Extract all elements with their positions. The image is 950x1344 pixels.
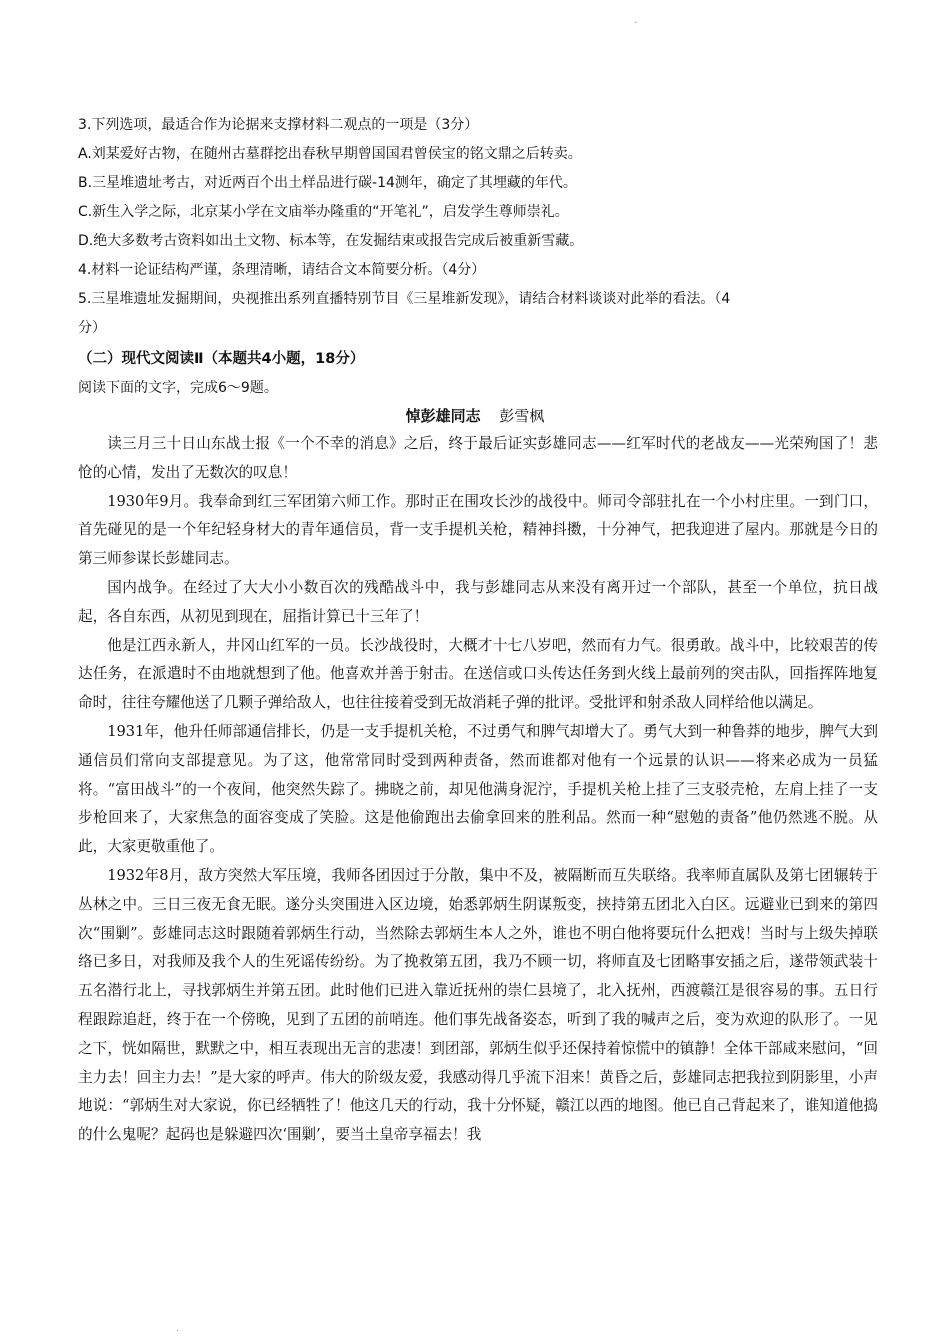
section-title: （二）现代文阅读Ⅱ（本题共4小题，18分）	[78, 351, 365, 367]
question-5: 5.三星堆遗址发掘期间，央视推出系列直播特别节目《三星堆新发现》，请结合材料谈谈对此举的看法。（4	[78, 291, 731, 307]
article-paragraph: 读三月三十日山东战士报《一个不幸的消息》之后，终于最后证实彭雄同志——红军时代的老战友——光荣殉国了！悲怆的心情，发出了无数次的叹息！	[78, 435, 878, 481]
article-body	[78, 430, 878, 1150]
article-paragraph: 1932年8月，敌方突然大军压境，我师各团因过于分散，集中不及，被隔断而互失联络。我率师直属队及第七团辗转于丛林之中。三日三夜无食无眠。遂分头突围进入区边境，始悉郭炳生阴谋叛变，挟持第五团北入白区。远避业已到来的第四次“围剿”。彭雄同志这时跟随着郭炳生行动，当然除去郭炳生本人之外，谁也不明白他将要玩什么把戏！当时与上级失掉联络已多日，对我师及我个人的生死谣传纷纷。为了挽救第五团，我乃不顾一切，将师直及七团略事安插之后，遂带领武装十五名潜行北上，寻找郭炳生并第五团。此时他们已进入靠近抚州的崇仁县境了，北入抚州，西渡赣江是很容易的事。五日行程跟踪追赶，终于在一个傍晚，见到了五团的前哨连。他们事先战备姿态，听到了我的喊声之后，变为欢迎的队形了。一见之下，恍如隔世，默默之中，相互表现出无言的悲凄！到团部，郭炳生似乎还保持着惊慌中的镇静！全体干部咸来慰问，“回主力去！回主力去！”是大家的呼声。伟大的阶级友爱，我感动得几乎流下泪来！黄昏之后，彭雄同志把我拉到阴影里，小声地说：“郭炳生对大家说，你已经牺牲了！他这几天的行动，我十分怀疑，赣江以西的地图。他已自己背起来了，谁知道他捣的什么鬼呢？起码也是躲避四次‘围剿’，要当土皇帝享福去！我	[78, 866, 878, 1144]
option-d: D.绝大多数考古资料如出土文物、标本等，在发掘结束或报告完成后被重新雪藏。	[78, 233, 584, 249]
scan-dot: ·	[634, 18, 638, 29]
reading-instruction: 阅读下面的文字，完成6～9题。	[78, 380, 278, 396]
article-title: 悼彭雄同志	[405, 407, 481, 425]
question-5-continued: 分）	[78, 320, 106, 336]
scan-dot: ·	[176, 1326, 180, 1337]
article-paragraph: 1930年9月。我奉命到红三军团第六师工作。那时正在围攻长沙的战役中。师司令部驻扎在一个小村庄里。一到门口，首先碰见的是一个年纪轻身材大的青年通信员，背一支手提机关枪，精神抖擞，十分神气，把我迎进了屋内。那就是今日的第三师参谋长彭雄同志。	[78, 492, 878, 568]
article-heading	[0, 402, 950, 431]
question-3: 3.下列选项，最适合作为论据来支撑材料二观点的一项是（3分）	[78, 117, 479, 133]
option-b: B.三星堆遗址考古，对近两百个出土样品进行碳-14测年，确定了其埋藏的年代。	[78, 175, 577, 191]
option-a: A.刘某爱好古物，在随州古墓群挖出春秋早期曾国国君曾侯宝的铭文鼎之后转卖。	[78, 146, 582, 162]
article-author: 彭雪枫	[499, 407, 545, 425]
article-paragraph: 他是江西永新人，井冈山红军的一员。长沙战役时，大概才十七八岁吧，然而有力气。很勇敢。战斗中，比较艰苦的传达任务，在派遣时不由地就想到了他。他喜欢并善于射击。在送信或口头传达任务到火线上最前列的突击队，回指挥阵地复命时，往往夸耀他送了几颗子弹给敌人，也往往接着受到无故消耗子弹的批评。受批评和射杀敌人同样给他以满足。	[78, 636, 878, 712]
question-4: 4.材料一论证结构严谨，条理清晰，请结合文本简要分析。（4分）	[78, 262, 486, 278]
option-c: C.新生入学之际，北京某小学在文庙举办隆重的“开笔礼”，启发学生尊师崇礼。	[78, 204, 569, 220]
article-paragraph: 国内战争。在经过了大大小小数百次的残酷战斗中，我与彭雄同志从来没有离开过一个部队，甚至一个单位，抗日战起，各自东西，从初见到现在，屈指计算已十三年了！	[78, 578, 878, 625]
article-paragraph: 1931年，他升任师部通信排长，仍是一支手提机关枪，不过勇气和脾气却增大了。勇气大到一种鲁莽的地步，脾气大到通信员们常向支部提意见。为了这，他常常同时受到两种责备，然而谁都对他有一个远景的认识——将来必成为一员猛将。“富田战斗”的一个夜间，他突然失踪了。拂晓之前，却见他满身泥泞，手提机关枪上挂了三支驳壳枪，左肩上挂了一支步枪回来了，大家焦急的面容变成了笑脸。这是他偷跑出去偷拿回来的胜利品。然而一种“慰勉的责备”他仍然逃不脱。从此，大家更敬重他了。	[78, 722, 878, 856]
